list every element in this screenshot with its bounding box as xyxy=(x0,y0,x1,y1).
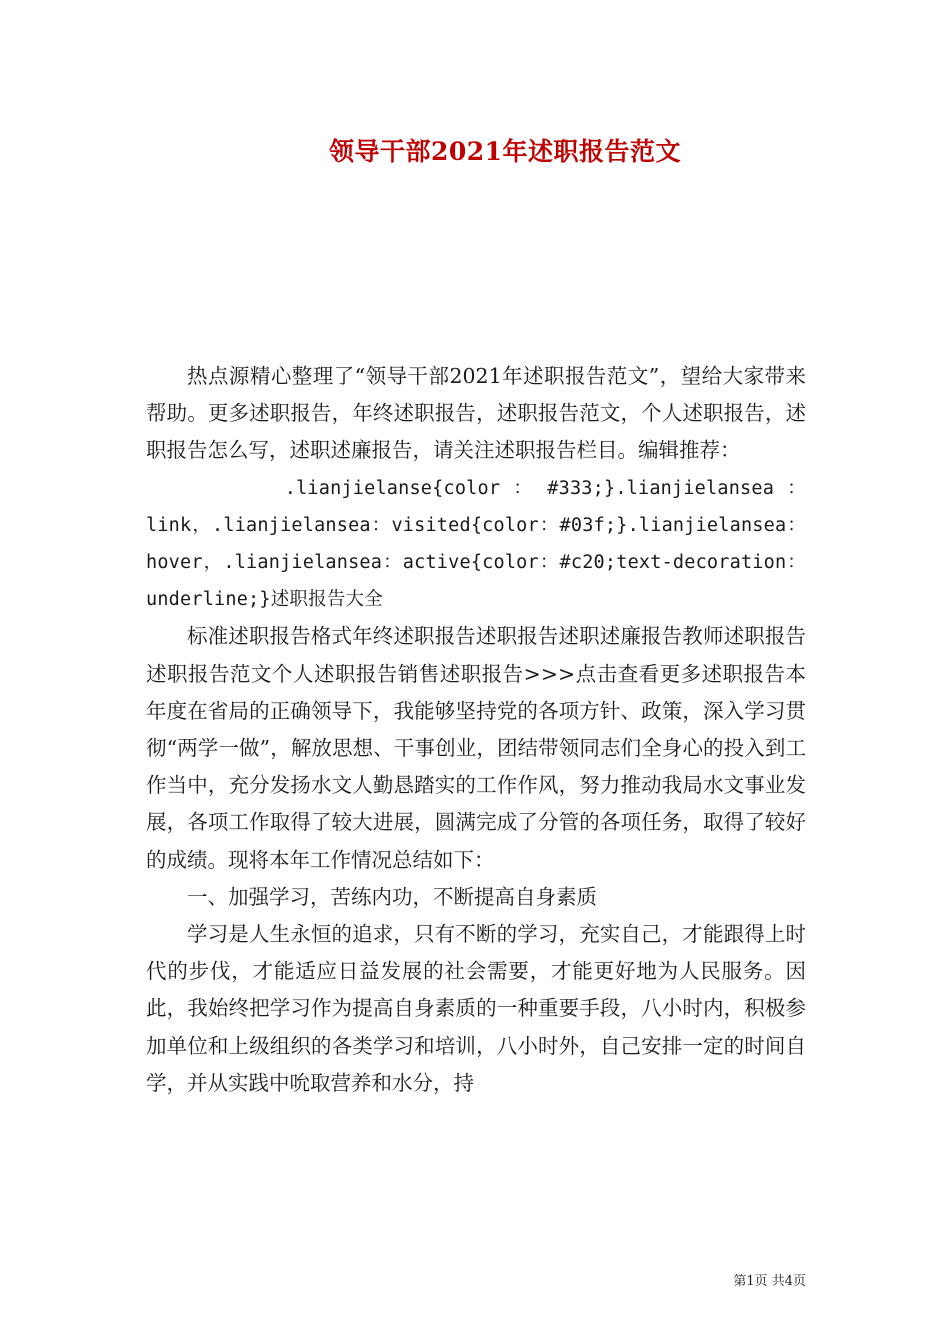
paragraph-study: 学习是人生永恒的追求，只有不断的学习，充实自己，才能跟得上时代的步伐，才能适应日益发展的社会需要，才能更好地为人民服务。因此，我始终把学习作为提高自身素质的一种重要手段，八小时内，积极参加单位和上级组织的各类学习和培训，八小时外，自己安排一定的时间自学，并从实践中吮取营养和水分，持 xyxy=(146,922,806,1095)
paragraph-intro: 热点源精心整理了“领导干部2021年述职报告范文”，望给大家带来帮助。更多述职报告，年终述职报告，述职报告范文，个人述职报告，述职报告怎么写，述职述廉报告，请关注述职报告栏目。编辑推荐： xyxy=(146,364,806,463)
section-heading-study: 一、加强学习，苦练内功，不断提高自身素质 xyxy=(187,884,597,909)
document-body xyxy=(146,358,806,1102)
paragraph-links-and-opening: 标准述职报告格式年终述职报告述职报告述职述廉报告教师述职报告述职报告范文个人述职报告销售述职报告>>>点击查看更多述职报告本年度在省局的正确领导下，我能够坚持党的各项方针、政策，深入学习贯彻“两学一做”，解放思想、干事创业，团结带领同志们全身心的投入到工作当中，充分发扬水文人勤恳踏实的工作作风，努力推动我局水文事业发展，各项工作取得了较大进展，圆满完成了分管的各项任务，取得了较好的成绩。现将本年工作情况总结如下： xyxy=(146,624,806,872)
paragraph-css-snippet: .lianjielanse{color ： #333;}.lianjielansea ：link，.lianjielansea：visited{color：#03f;}.lianjielansea：hover，.lianjielansea：active{color：#c20;text-decoration：underline;}述职报告大全 xyxy=(146,477,806,611)
document-title: 领导干部2021年述职报告范文 xyxy=(328,137,682,166)
page-number: 第1页 共4页 xyxy=(733,1274,806,1289)
